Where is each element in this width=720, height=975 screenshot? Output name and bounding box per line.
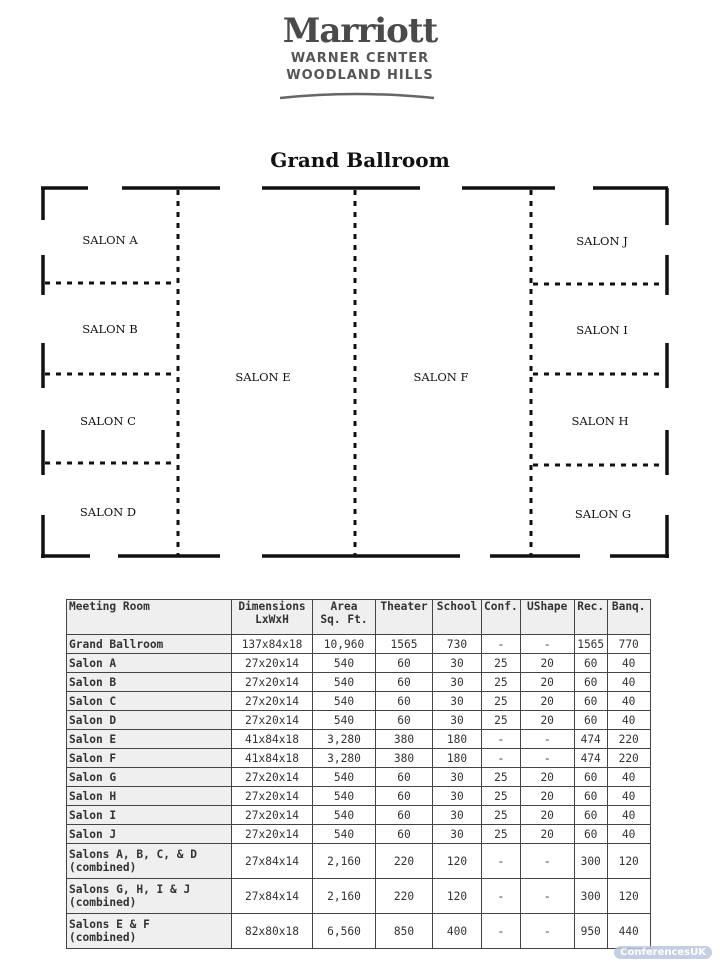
cell-dim: 27x20x14	[232, 692, 313, 711]
cell-school: 30	[433, 654, 482, 673]
table-row	[67, 825, 651, 844]
table-row	[67, 806, 651, 825]
col-dimensions-line1: Dimensions	[238, 600, 306, 613]
cell-theater: 1565	[376, 635, 433, 654]
col-ushape: UShape	[520, 600, 574, 635]
table-row	[67, 711, 651, 730]
table-row	[67, 768, 651, 787]
cell-area: 540	[313, 673, 376, 692]
cell-banq: 220	[607, 730, 650, 749]
table-row	[67, 749, 651, 768]
cell-rec: 60	[574, 787, 607, 806]
cell-school: 30	[433, 806, 482, 825]
cell-school: 120	[433, 844, 482, 879]
cell-banq: 120	[607, 879, 650, 914]
cell-rec: 60	[574, 768, 607, 787]
cell-room: Salon F	[67, 749, 232, 768]
col-dimensions	[232, 600, 313, 635]
cell-room: Salon B	[67, 673, 232, 692]
cell-school: 120	[433, 879, 482, 914]
cell-rec: 474	[574, 749, 607, 768]
cell-banq: 40	[607, 654, 650, 673]
cell-room: Salon D	[67, 711, 232, 730]
cell-room-line2: (combined)	[69, 861, 137, 874]
cell-dim: 27x20x14	[232, 673, 313, 692]
cell-ushape: 20	[520, 654, 574, 673]
cell-ushape: 20	[520, 806, 574, 825]
cell-banq: 40	[607, 692, 650, 711]
cell-dim: 137x84x18	[232, 635, 313, 654]
cell-rec: 60	[574, 673, 607, 692]
cell-school: 30	[433, 768, 482, 787]
salon-g-label: SALON G	[574, 507, 632, 521]
table-row	[67, 673, 651, 692]
cell-area: 2,160	[313, 879, 376, 914]
cell-ushape: 20	[520, 787, 574, 806]
table-row	[67, 692, 651, 711]
cell-room-line1: Salons A, B, C, & D	[69, 848, 197, 861]
table-row	[67, 730, 651, 749]
salon-d-label: SALON D	[79, 505, 137, 519]
cell-rec: 60	[574, 825, 607, 844]
col-area-line2: Sq. Ft.	[320, 613, 368, 626]
cell-room: Salon A	[67, 654, 232, 673]
cell-area: 540	[313, 692, 376, 711]
cell-rec: 60	[574, 806, 607, 825]
cell-conf: -	[482, 730, 521, 749]
cell-ushape: 20	[520, 692, 574, 711]
salon-b-label: SALON B	[82, 322, 138, 336]
cell-theater: 380	[376, 749, 433, 768]
cell-conf: 25	[482, 692, 521, 711]
cell-area: 540	[313, 768, 376, 787]
cell-room	[67, 914, 232, 949]
capacity-table	[66, 599, 651, 949]
cell-rec: 60	[574, 711, 607, 730]
cell-room-line2: (combined)	[69, 896, 137, 909]
cell-dim: 41x84x18	[232, 730, 313, 749]
cell-theater: 60	[376, 768, 433, 787]
cell-ushape: -	[520, 844, 574, 879]
cell-theater: 60	[376, 787, 433, 806]
cell-dim: 41x84x18	[232, 749, 313, 768]
cell-banq: 120	[607, 844, 650, 879]
cell-theater: 60	[376, 692, 433, 711]
cell-ushape: -	[520, 749, 574, 768]
col-meeting-room: Meeting Room	[67, 600, 232, 635]
cell-ushape: -	[520, 879, 574, 914]
cell-room: Salon C	[67, 692, 232, 711]
table-row	[67, 787, 651, 806]
salon-f-label: SALON F	[413, 370, 469, 384]
cell-ushape: -	[520, 635, 574, 654]
cell-school: 730	[433, 635, 482, 654]
cell-area: 540	[313, 654, 376, 673]
cell-conf: 25	[482, 673, 521, 692]
salon-i-label: SALON I	[576, 323, 628, 337]
cell-conf: 25	[482, 654, 521, 673]
table-row	[67, 879, 651, 914]
table-row	[67, 914, 651, 949]
cell-dim: 27x20x14	[232, 768, 313, 787]
cell-conf: -	[482, 844, 521, 879]
table-header-row	[67, 600, 651, 635]
cell-banq: 770	[607, 635, 650, 654]
cell-school: 30	[433, 711, 482, 730]
cell-banq: 40	[607, 806, 650, 825]
cell-conf: 25	[482, 825, 521, 844]
marriott-logo	[270, 12, 450, 84]
cell-conf: -	[482, 914, 521, 949]
cell-school: 180	[433, 730, 482, 749]
cell-room: Salon H	[67, 787, 232, 806]
cell-area: 6,560	[313, 914, 376, 949]
salon-e-label: SALON E	[235, 370, 291, 384]
cell-banq: 440	[607, 914, 650, 949]
col-school: School	[433, 600, 482, 635]
cell-school: 30	[433, 673, 482, 692]
cell-school: 180	[433, 749, 482, 768]
cell-room: Grand Ballroom	[67, 635, 232, 654]
cell-dim: 27x20x14	[232, 825, 313, 844]
cell-dim: 27x84x14	[232, 844, 313, 879]
cell-rec: 950	[574, 914, 607, 949]
cell-dim: 27x20x14	[232, 787, 313, 806]
cell-room: Salon I	[67, 806, 232, 825]
logo-line2: WOODLAND HILLS	[286, 68, 434, 83]
cell-rec: 60	[574, 692, 607, 711]
cell-conf: 25	[482, 711, 521, 730]
salon-c-label: SALON C	[80, 414, 136, 428]
cell-room: Salon J	[67, 825, 232, 844]
cell-rec: 474	[574, 730, 607, 749]
cell-banq: 220	[607, 749, 650, 768]
cell-rec: 300	[574, 879, 607, 914]
cell-room-line1: Salons E & F	[69, 918, 150, 931]
logo-line1: WARNER CENTER	[290, 51, 430, 66]
cell-banq: 40	[607, 787, 650, 806]
cell-ushape: 20	[520, 768, 574, 787]
cell-rec: 300	[574, 844, 607, 879]
cell-ushape: 20	[520, 673, 574, 692]
col-dimensions-line2: LxWxH	[255, 613, 289, 626]
cell-room-line2: (combined)	[69, 931, 137, 944]
cell-conf: 25	[482, 768, 521, 787]
cell-conf: -	[482, 635, 521, 654]
cell-area: 3,280	[313, 749, 376, 768]
cell-school: 400	[433, 914, 482, 949]
cell-dim: 27x20x14	[232, 806, 313, 825]
cell-theater: 220	[376, 844, 433, 879]
cell-ushape: -	[520, 914, 574, 949]
cell-theater: 60	[376, 673, 433, 692]
cell-dim: 27x20x14	[232, 711, 313, 730]
floor-plan	[0, 180, 720, 580]
cell-theater: 220	[376, 879, 433, 914]
cell-dim: 27x84x14	[232, 879, 313, 914]
col-theater: Theater	[376, 600, 433, 635]
cell-ushape: -	[520, 730, 574, 749]
cell-area: 540	[313, 806, 376, 825]
col-banq: Banq.	[607, 600, 650, 635]
cell-room	[67, 844, 232, 879]
cell-area: 10,960	[313, 635, 376, 654]
cell-banq: 40	[607, 711, 650, 730]
col-conf: Conf.	[482, 600, 521, 635]
salon-h-label: SALON H	[571, 414, 629, 428]
partitions	[45, 190, 665, 555]
plan-title: Grand Ballroom	[270, 148, 450, 172]
cell-theater: 60	[376, 825, 433, 844]
cell-dim: 82x80x18	[232, 914, 313, 949]
cell-conf: -	[482, 879, 521, 914]
logo-brand: Marriott	[282, 11, 438, 51]
table-row	[67, 844, 651, 879]
cell-rec: 1565	[574, 635, 607, 654]
salon-j-label: SALON J	[576, 234, 628, 248]
cell-theater: 60	[376, 711, 433, 730]
table-row	[67, 635, 651, 654]
col-area-line1: Area	[330, 600, 358, 613]
cell-school: 30	[433, 692, 482, 711]
cell-banq: 40	[607, 825, 650, 844]
cell-theater: 60	[376, 654, 433, 673]
table-row	[67, 654, 651, 673]
salon-a-label: SALON A	[82, 233, 138, 247]
cell-room: Salon E	[67, 730, 232, 749]
watermark: ConferencesUK	[614, 946, 712, 959]
cell-room	[67, 879, 232, 914]
cell-school: 30	[433, 787, 482, 806]
cell-dim: 27x20x14	[232, 654, 313, 673]
cell-area: 540	[313, 711, 376, 730]
cell-theater: 60	[376, 806, 433, 825]
cell-banq: 40	[607, 673, 650, 692]
col-rec: Rec.	[574, 600, 607, 635]
col-area	[313, 600, 376, 635]
cell-conf: -	[482, 749, 521, 768]
cell-theater: 850	[376, 914, 433, 949]
logo-swoosh	[0, 86, 720, 106]
cell-room: Salon G	[67, 768, 232, 787]
cell-banq: 40	[607, 768, 650, 787]
cell-area: 3,280	[313, 730, 376, 749]
cell-ushape: 20	[520, 711, 574, 730]
cell-area: 540	[313, 787, 376, 806]
cell-conf: 25	[482, 806, 521, 825]
cell-area: 2,160	[313, 844, 376, 879]
cell-area: 540	[313, 825, 376, 844]
cell-room-line1: Salons G, H, I & J	[69, 883, 191, 896]
cell-theater: 380	[376, 730, 433, 749]
cell-school: 30	[433, 825, 482, 844]
cell-conf: 25	[482, 787, 521, 806]
cell-rec: 60	[574, 654, 607, 673]
cell-ushape: 20	[520, 825, 574, 844]
